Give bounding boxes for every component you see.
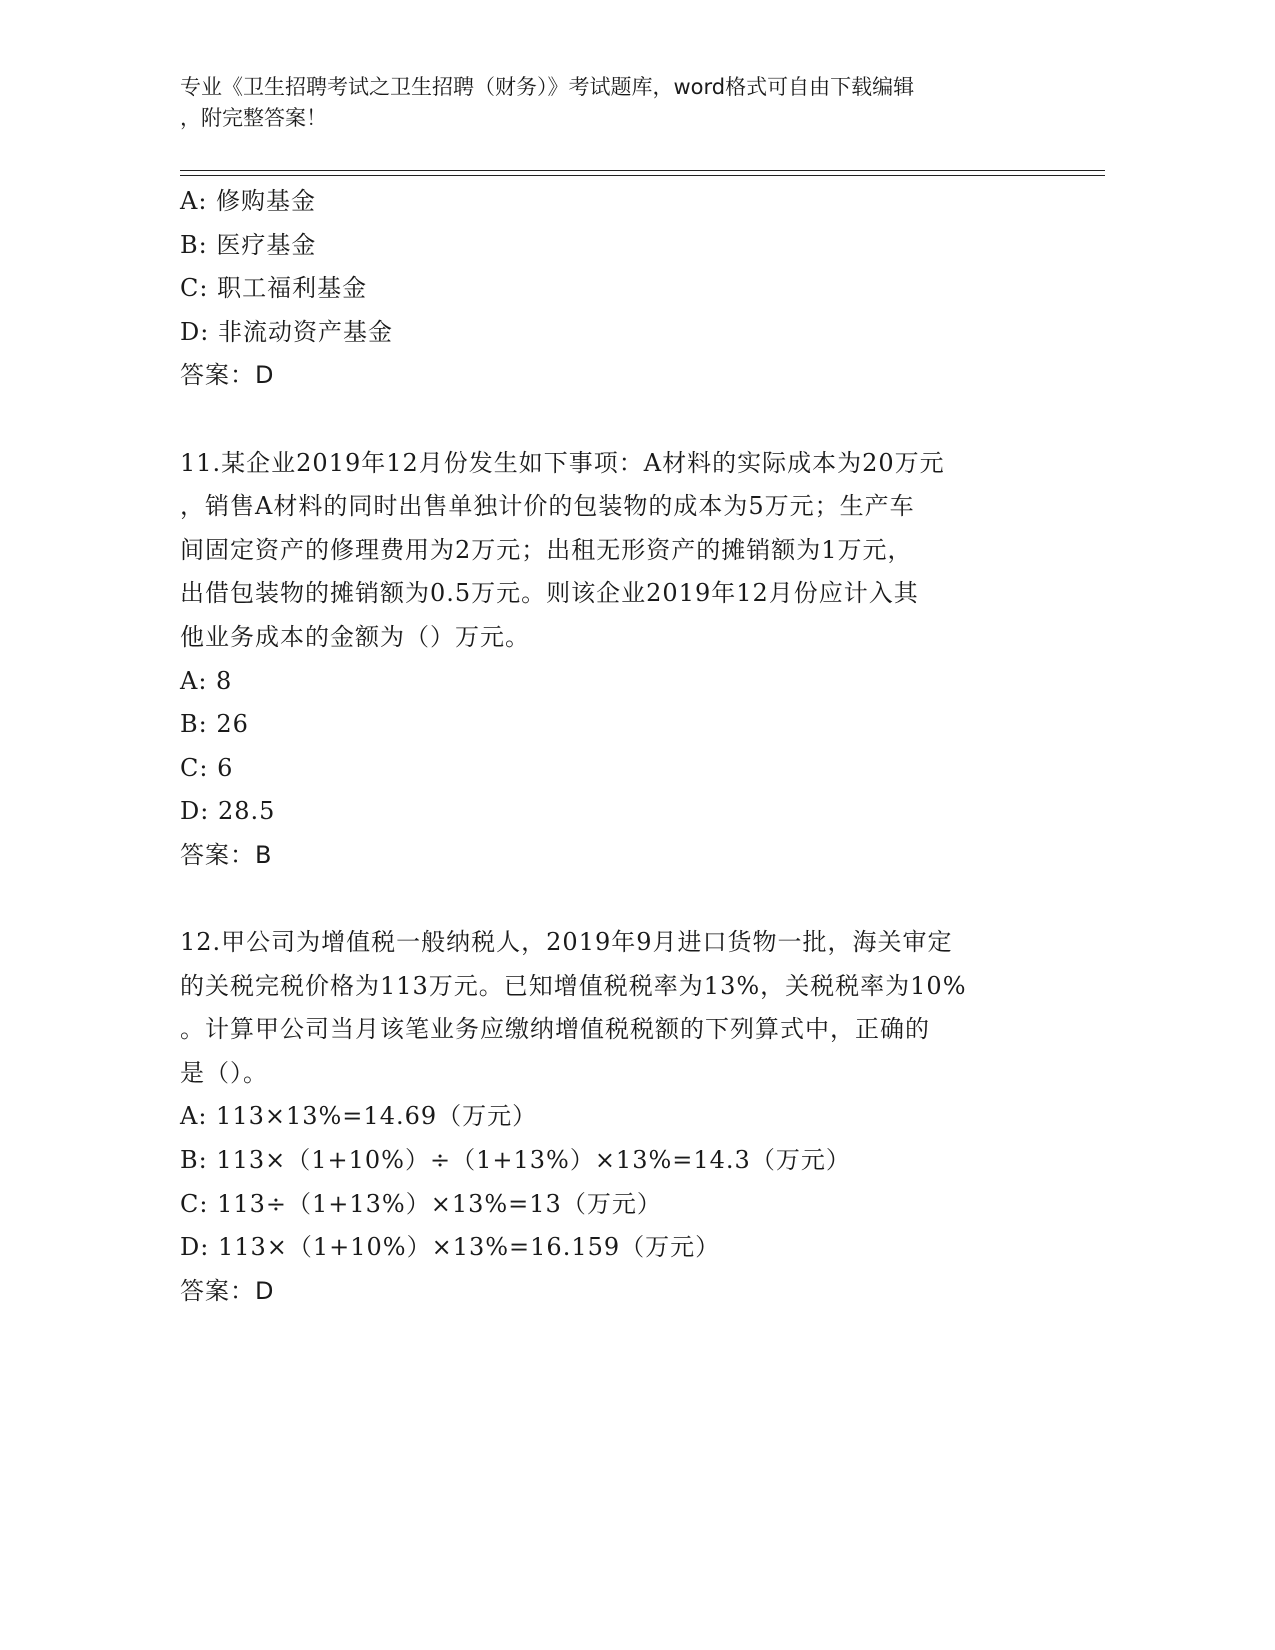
q11-option-b: B: 26	[180, 710, 249, 739]
q11-answer: 答案：B	[180, 840, 273, 869]
header-line-2: ，附完整答案！	[180, 106, 327, 130]
q11-stem-line-1: 11.某企业2019年12月份发生如下事项：A材料的实际成本为20万元	[180, 448, 945, 477]
q11-option-c: C: 6	[180, 753, 234, 782]
q12-option-b: B: 113×（1+10%）÷（1+13%）×13%=14.3（万元）	[180, 1146, 851, 1175]
q10-answer: 答案：D	[180, 361, 275, 390]
q12-option-c: C: 113÷（1+13%）×13%=13（万元）	[180, 1189, 662, 1218]
q12-stem-line-2: 的关税完税价格为113万元。已知增值税税率为13%，关税税率为10%	[180, 971, 967, 1000]
question-11-block	[180, 442, 1060, 878]
q12-option-d: D: 113×（1+10%）×13%=16.159（万元）	[180, 1233, 721, 1262]
header-rule-bottom	[180, 175, 1105, 176]
header-line-1: 专业《卫生招聘考试之卫生招聘（财务）》考试题库，word格式可自由下载编辑	[180, 75, 915, 99]
document-body	[180, 180, 1060, 1313]
q10-option-d: D: 非流动资产基金	[180, 317, 393, 346]
q10-option-a: A: 修购基金	[180, 187, 317, 215]
q11-option-a: A: 8	[180, 666, 233, 695]
spacer	[180, 878, 1060, 922]
q12-stem-line-1: 12.甲公司为增值税一般纳税人，2019年9月进口货物一批，海关审定	[180, 928, 953, 957]
q11-stem-line-2: ，销售A材料的同时出售单独计价的包装物的成本为5万元；生产车	[180, 492, 915, 521]
question-10-block	[180, 180, 1060, 398]
q12-option-a: A: 113×13%=14.69（万元）	[180, 1102, 538, 1131]
q12-stem-line-3: 。计算甲公司当月该笔业务应缴纳增值税税额的下列算式中，正确的	[180, 1015, 930, 1044]
q11-option-d: D: 28.5	[180, 797, 276, 826]
q11-stem-line-5: 他业务成本的金额为（）万元。	[180, 622, 530, 651]
q12-answer: 答案：D	[180, 1276, 275, 1305]
q12-stem-line-4: 是（）。	[180, 1058, 268, 1087]
question-12-block	[180, 921, 1060, 1313]
spacer	[180, 398, 1060, 442]
q11-stem-line-3: 间固定资产的修理费用为2万元；出租无形资产的摊销额为1万元，	[180, 535, 913, 564]
q11-stem-line-4: 出借包装物的摊销额为0.5万元。则该企业2019年12月份应计入其	[180, 579, 919, 608]
q10-option-b: B: 医疗基金	[180, 230, 317, 259]
document-header	[180, 72, 1040, 134]
header-rule-top	[180, 170, 1105, 171]
q10-option-c: C: 职工福利基金	[180, 274, 368, 303]
